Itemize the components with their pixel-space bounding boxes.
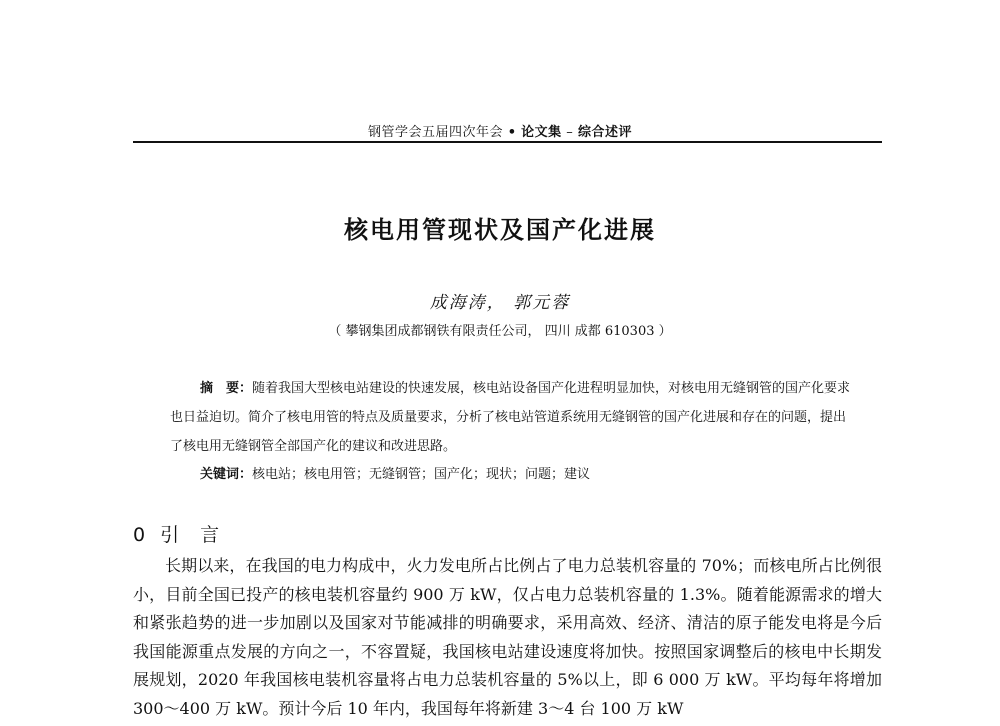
paper-authors: 成海涛， 郭元蓉	[429, 293, 571, 313]
header-dash: –	[566, 125, 574, 140]
section-number: 0	[133, 524, 147, 546]
body-paragraph: 长期以来，在我国的电力构成中，火力发电所占比例占了电力总装机容量的 70%；而核电所占比例很小，目前全国已投产的核电装机容量约 900 万 kW，仅占电力总装机容量的 1.3%。随着能源需求的增大和紧张趋势的进一步加剧以及国家对节能减排的明确要求，采用高效、经济、清洁的原子能发电将是今后我国能源重点发展的方向之一，不容置疑，我国核电站建设速度将加快。按照国家调整后的核电中长期发展规划，2020 年我国核电装机容量将占电力总装机容量的 5%以上，即 6 000 万 kW。平均每年将增加 300～400 万 kW。预计今后 10 年内，我国每年将新建 3～4 台 100 万 kW	[133, 556, 882, 718]
running-header	[0, 121, 1000, 140]
header-separator: •	[507, 125, 517, 140]
abstract	[170, 374, 852, 461]
abstract-text: 随着我国大型核电站建设的快速发展，核电站设备国产化进程明显加快，对核电用无缝钢管的国产化要求也日益迫切。简介了核电用管的特点及质量要求，分析了核电站管道系统用无缝钢管的国产化进展和存在的问题，提出了核电用无缝钢管全部国产化的建议和改进思路。	[170, 381, 851, 454]
keywords	[200, 463, 852, 482]
collection-name: 论文集	[521, 125, 562, 140]
header-rule	[133, 141, 882, 143]
keywords-label: 关键词：	[200, 467, 253, 482]
conference-name: 钢管学会五届四次年会	[368, 125, 504, 140]
keywords-text: 核电站；核电用管；无缝钢管；国产化；现状；问题；建议	[252, 467, 591, 482]
paper-affiliation: （ 攀钢集团成都钢铁有限责任公司， 四川 成都 610303 ）	[328, 324, 672, 339]
section-title: 引 言	[160, 524, 221, 546]
paper-title: 核电用管现状及国产化进展	[344, 216, 656, 244]
section-heading	[133, 520, 220, 547]
abstract-label: 摘 要：	[200, 381, 253, 396]
section-name: 综合述评	[577, 125, 632, 140]
